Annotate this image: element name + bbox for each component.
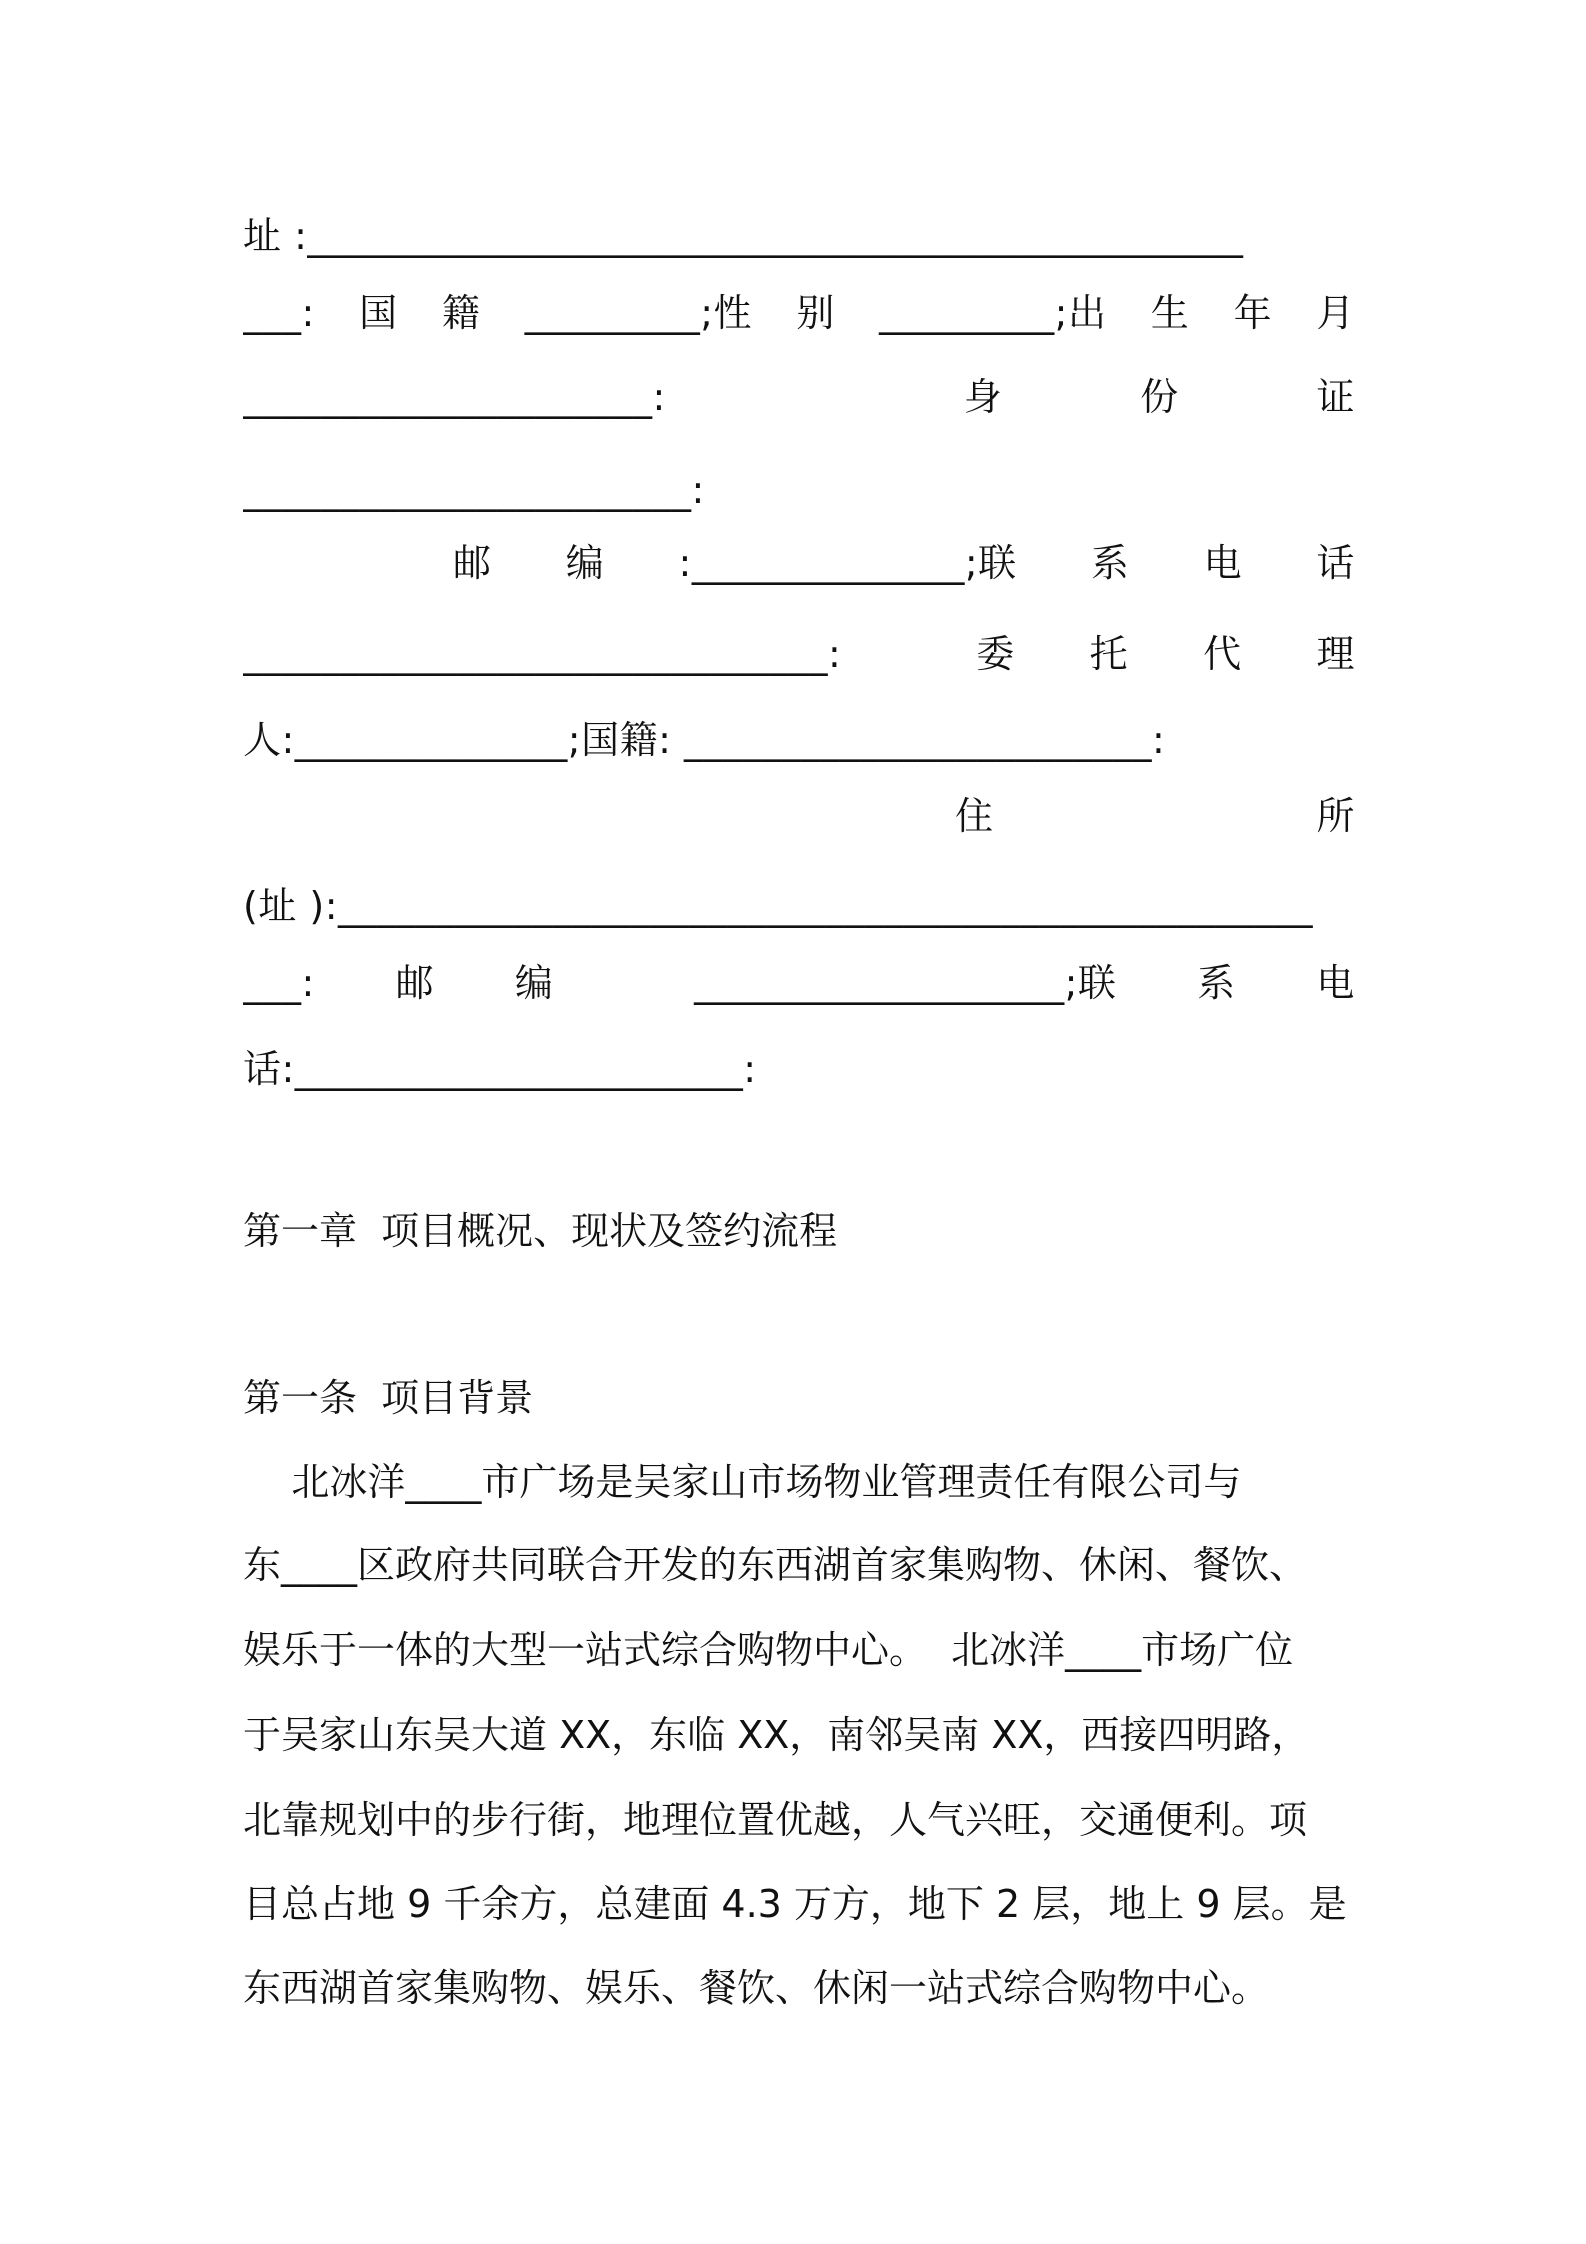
paragraph-line: 北靠规划中的步行街，地理位置优越，人气兴旺，交通便利。项 — [243, 1798, 1308, 1842]
line-segment: 住 — [955, 794, 994, 838]
line-segment: ___: — [243, 291, 315, 335]
line-segment: 生 — [1150, 291, 1190, 335]
line-segment: 话 — [1316, 541, 1355, 585]
line-segment: 代 — [1203, 632, 1242, 676]
residence-line — [955, 786, 1355, 846]
residence-address-line: (址 ):__________________________________________________ — [243, 884, 1314, 928]
line-segment: 别 — [796, 291, 835, 335]
agent-nationality-line: 人:______________;国籍: ________________________: — [243, 718, 1166, 762]
line-segment: _________;性 — [524, 291, 753, 335]
nationality-gender-birth-line — [243, 283, 1355, 343]
article-heading: 第一条 项目背景 — [243, 1376, 534, 1420]
line-segment: 理 — [1316, 632, 1355, 676]
line-segment: 电 — [1316, 961, 1355, 1005]
paragraph-line: 东____区政府共同联合开发的东西湖首家集购物、休闲、餐饮、 — [243, 1543, 1308, 1587]
line-segment: 证 — [1316, 375, 1355, 419]
line-segment: 年 — [1233, 291, 1273, 335]
line-segment: 份 — [1140, 375, 1179, 419]
line-segment: 身 — [963, 375, 1003, 419]
line-segment: 电 — [1203, 541, 1243, 585]
paragraph-line: 东西湖首家集购物、娱乐、餐饮、休闲一站式综合购物中心。 — [243, 1966, 1270, 2010]
agent-line — [243, 624, 1355, 684]
paragraph-line: 目总占地 9 千余方，总建面 4.3 万方，地下 2 层，地上 9 层。是 — [243, 1882, 1347, 1926]
paragraph-line: 于吴家山东吴大道 XX，东临 XX，南邻吴南 XX，西接四明路， — [243, 1713, 1310, 1757]
line-segment: _________;出 — [879, 291, 1107, 335]
agent-phone-line: 话:_______________________: — [243, 1047, 757, 1091]
line-segment: 系 — [1090, 541, 1130, 585]
postcode-phone-line — [453, 533, 1355, 593]
line-segment: 月 — [1316, 291, 1355, 335]
line-segment: ______________________________: — [243, 632, 842, 676]
line-segment: 邮 — [395, 961, 435, 1005]
agent-postcode-phone-line — [243, 953, 1355, 1013]
line-segment: _____________________: — [243, 375, 666, 419]
line-segment: 所 — [1316, 794, 1355, 838]
paragraph-line: 北冰洋____市广场是吴家山市场物业管理责任有限公司与 — [243, 1460, 1242, 1504]
line-segment: 系 — [1197, 961, 1236, 1005]
line-segment: :______________;联 — [678, 541, 1017, 585]
line-segment: 编 — [565, 541, 605, 585]
line-segment: ___: — [243, 961, 315, 1005]
line-segment: 托 — [1089, 632, 1129, 676]
paragraph-line: 娱乐于一体的大型一站式综合购物中心。 北冰洋____市场广位 — [243, 1628, 1294, 1672]
address-line: 址 :________________________________________________ — [243, 214, 1244, 258]
line-segment: 国 — [359, 291, 398, 335]
line-segment: 邮 — [453, 541, 492, 585]
line-segment: 籍 — [441, 291, 481, 335]
id-card-line — [243, 367, 1355, 427]
chapter-heading: 第一章 项目概况、现状及签约流程 — [243, 1209, 838, 1253]
line-segment: ___________________;联 — [694, 961, 1117, 1005]
line-segment: 编 — [514, 961, 554, 1005]
id-number-line: _______________________: — [243, 468, 705, 512]
line-segment: 委 — [976, 632, 1015, 676]
